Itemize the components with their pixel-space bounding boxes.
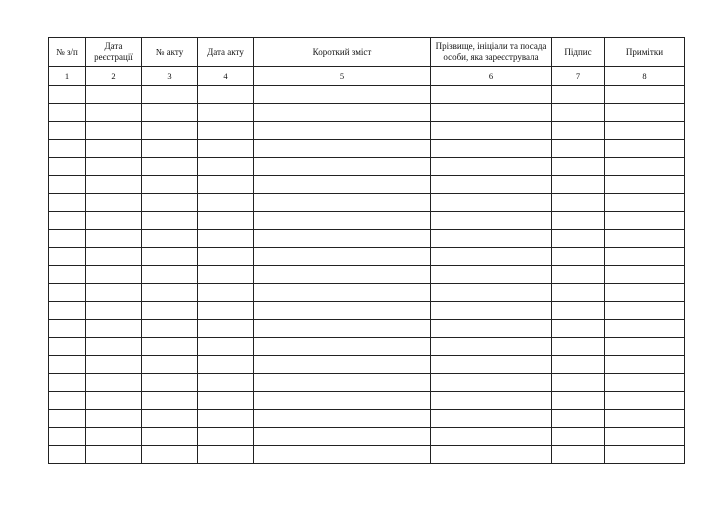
table-cell-notes: [605, 266, 685, 284]
table-cell-summary: [254, 266, 431, 284]
table-cell-act-no: [142, 230, 198, 248]
table-cell-act-no: [142, 176, 198, 194]
table-row: [49, 284, 685, 302]
table-cell-notes: [605, 194, 685, 212]
table-cell-act-no: [142, 302, 198, 320]
table-cell-summary: [254, 428, 431, 446]
table-cell-signature: [552, 122, 605, 140]
table-cell-summary: [254, 320, 431, 338]
table-cell-summary: [254, 338, 431, 356]
table-cell-signature: [552, 356, 605, 374]
header-cell-summary: Короткий зміст: [254, 38, 431, 67]
table-cell-act-date: [198, 86, 254, 104]
table-cell-registrar: [431, 446, 552, 464]
table-cell-summary: [254, 302, 431, 320]
table-cell-no: [49, 248, 86, 266]
table-row: [49, 230, 685, 248]
table-cell-act-date: [198, 374, 254, 392]
table-cell-act-date: [198, 212, 254, 230]
table-cell-signature: [552, 140, 605, 158]
table-row: [49, 266, 685, 284]
table-cell-act-no: [142, 212, 198, 230]
table-cell-notes: [605, 248, 685, 266]
table-cell-reg-date: [86, 248, 142, 266]
header-cell-no: № з/п: [49, 38, 86, 67]
table-row: [49, 86, 685, 104]
table-cell-notes: [605, 104, 685, 122]
table-cell-registrar: [431, 338, 552, 356]
table-cell-signature: [552, 446, 605, 464]
table-cell-no: [49, 122, 86, 140]
table-cell-notes: [605, 428, 685, 446]
table-cell-registrar: [431, 248, 552, 266]
table-cell-act-date: [198, 194, 254, 212]
table-cell-summary: [254, 212, 431, 230]
table-cell-act-date: [198, 122, 254, 140]
act-register-table: [48, 37, 685, 464]
table-cell-act-no: [142, 410, 198, 428]
table-row: [49, 320, 685, 338]
table-cell-signature: [552, 176, 605, 194]
table-cell-notes: [605, 320, 685, 338]
table-cell-registrar: [431, 266, 552, 284]
table-cell-no: [49, 104, 86, 122]
table-cell-registrar: [431, 104, 552, 122]
table-cell-reg-date: [86, 392, 142, 410]
register-sheet: [48, 37, 684, 464]
table-cell-no: [49, 392, 86, 410]
table-cell-act-date: [198, 338, 254, 356]
table-cell-act-no: [142, 284, 198, 302]
table-cell-summary: [254, 194, 431, 212]
table-cell-registrar: [431, 212, 552, 230]
table-cell-registrar: [431, 320, 552, 338]
table-cell-summary: [254, 104, 431, 122]
table-row: [49, 374, 685, 392]
table-cell-notes: [605, 446, 685, 464]
table-row: [49, 392, 685, 410]
table-cell-registrar: [431, 410, 552, 428]
table-cell-reg-date: [86, 158, 142, 176]
table-cell-registrar: [431, 140, 552, 158]
table-cell-signature: [552, 266, 605, 284]
header-cell-signature: Підпис: [552, 38, 605, 67]
table-cell-notes: [605, 176, 685, 194]
table-cell-reg-date: [86, 104, 142, 122]
table-row: [49, 428, 685, 446]
table-cell-signature: [552, 284, 605, 302]
table-row: [49, 356, 685, 374]
table-cell-registrar: [431, 230, 552, 248]
table-cell-signature: [552, 158, 605, 176]
table-cell-act-date: [198, 320, 254, 338]
table-cell-signature: [552, 230, 605, 248]
table-cell-registrar: [431, 86, 552, 104]
table-cell-act-date: [198, 230, 254, 248]
header-cell-reg-date: Дата реєстрації: [86, 38, 142, 67]
table-cell-notes: [605, 338, 685, 356]
table-cell-signature: [552, 392, 605, 410]
header-cell-registrar: Прізвище, ініціали та посада особи, яка зареєструвала: [431, 38, 552, 67]
table-cell-reg-date: [86, 86, 142, 104]
table-cell-no: [49, 266, 86, 284]
table-cell-notes: [605, 86, 685, 104]
table-cell-act-no: [142, 266, 198, 284]
column-number: 8: [605, 67, 685, 86]
table-cell-registrar: [431, 356, 552, 374]
table-cell-signature: [552, 374, 605, 392]
table-cell-notes: [605, 284, 685, 302]
table-cell-notes: [605, 302, 685, 320]
table-cell-act-date: [198, 140, 254, 158]
table-cell-no: [49, 230, 86, 248]
table-cell-act-no: [142, 140, 198, 158]
header-cell-notes: Примітки: [605, 38, 685, 67]
table-cell-reg-date: [86, 230, 142, 248]
table-cell-no: [49, 374, 86, 392]
table-cell-no: [49, 356, 86, 374]
table-cell-reg-date: [86, 338, 142, 356]
table-cell-act-no: [142, 104, 198, 122]
column-number: 6: [431, 67, 552, 86]
table-cell-no: [49, 194, 86, 212]
table-cell-act-no: [142, 320, 198, 338]
table-cell-notes: [605, 356, 685, 374]
table-cell-reg-date: [86, 320, 142, 338]
table-cell-registrar: [431, 284, 552, 302]
table-cell-notes: [605, 392, 685, 410]
table-cell-reg-date: [86, 374, 142, 392]
column-number: 5: [254, 67, 431, 86]
table-cell-summary: [254, 140, 431, 158]
table-cell-reg-date: [86, 410, 142, 428]
table-row: [49, 158, 685, 176]
table-cell-no: [49, 158, 86, 176]
table-cell-notes: [605, 212, 685, 230]
table-cell-summary: [254, 392, 431, 410]
table-cell-act-no: [142, 122, 198, 140]
column-number-row: [49, 67, 685, 86]
table-cell-reg-date: [86, 302, 142, 320]
table-row: [49, 140, 685, 158]
table-cell-summary: [254, 86, 431, 104]
table-cell-no: [49, 176, 86, 194]
column-number: 7: [552, 67, 605, 86]
table-cell-no: [49, 338, 86, 356]
table-cell-registrar: [431, 302, 552, 320]
table-cell-registrar: [431, 374, 552, 392]
table-cell-no: [49, 284, 86, 302]
table-cell-reg-date: [86, 176, 142, 194]
header-row: [49, 38, 685, 67]
table-cell-act-no: [142, 446, 198, 464]
table-cell-act-no: [142, 248, 198, 266]
table-cell-act-no: [142, 158, 198, 176]
table-cell-act-no: [142, 392, 198, 410]
table-cell-act-no: [142, 86, 198, 104]
table-cell-notes: [605, 230, 685, 248]
table-cell-reg-date: [86, 446, 142, 464]
table-cell-act-date: [198, 284, 254, 302]
table-cell-summary: [254, 176, 431, 194]
table-cell-summary: [254, 230, 431, 248]
table-cell-summary: [254, 356, 431, 374]
table-cell-reg-date: [86, 122, 142, 140]
table-row: [49, 248, 685, 266]
table-cell-summary: [254, 446, 431, 464]
table-row: [49, 338, 685, 356]
table-cell-notes: [605, 122, 685, 140]
table-cell-no: [49, 410, 86, 428]
table-row: [49, 194, 685, 212]
table-cell-signature: [552, 338, 605, 356]
table-cell-signature: [552, 248, 605, 266]
table-cell-no: [49, 428, 86, 446]
table-cell-act-date: [198, 176, 254, 194]
table-cell-notes: [605, 158, 685, 176]
table-cell-registrar: [431, 428, 552, 446]
table-cell-signature: [552, 86, 605, 104]
table-cell-no: [49, 140, 86, 158]
table-cell-registrar: [431, 122, 552, 140]
table-cell-no: [49, 86, 86, 104]
table-cell-no: [49, 446, 86, 464]
table-cell-signature: [552, 410, 605, 428]
table-cell-reg-date: [86, 212, 142, 230]
table-cell-act-no: [142, 374, 198, 392]
table-cell-notes: [605, 410, 685, 428]
table-cell-act-no: [142, 338, 198, 356]
table-cell-summary: [254, 410, 431, 428]
table-cell-no: [49, 302, 86, 320]
header-cell-act-date: Дата акту: [198, 38, 254, 67]
table-cell-reg-date: [86, 356, 142, 374]
table-cell-act-date: [198, 248, 254, 266]
table-cell-act-date: [198, 410, 254, 428]
table-row: [49, 176, 685, 194]
register-body: [49, 86, 685, 464]
table-cell-signature: [552, 302, 605, 320]
table-cell-no: [49, 212, 86, 230]
table-cell-reg-date: [86, 266, 142, 284]
column-number: 4: [198, 67, 254, 86]
table-row: [49, 302, 685, 320]
table-row: [49, 104, 685, 122]
column-number: 2: [86, 67, 142, 86]
table-cell-act-no: [142, 428, 198, 446]
table-cell-notes: [605, 374, 685, 392]
table-row: [49, 410, 685, 428]
table-cell-act-date: [198, 428, 254, 446]
table-cell-reg-date: [86, 194, 142, 212]
table-cell-signature: [552, 194, 605, 212]
table-cell-act-date: [198, 446, 254, 464]
table-cell-registrar: [431, 392, 552, 410]
column-number: 1: [49, 67, 86, 86]
table-cell-act-no: [142, 194, 198, 212]
table-cell-act-date: [198, 104, 254, 122]
table-row: [49, 212, 685, 230]
table-cell-signature: [552, 320, 605, 338]
table-cell-notes: [605, 140, 685, 158]
table-row: [49, 446, 685, 464]
table-cell-summary: [254, 374, 431, 392]
table-cell-registrar: [431, 194, 552, 212]
table-cell-reg-date: [86, 140, 142, 158]
table-cell-reg-date: [86, 428, 142, 446]
table-cell-act-date: [198, 302, 254, 320]
table-cell-summary: [254, 284, 431, 302]
table-cell-act-no: [142, 356, 198, 374]
table-cell-signature: [552, 104, 605, 122]
table-cell-reg-date: [86, 284, 142, 302]
column-number: 3: [142, 67, 198, 86]
table-cell-act-date: [198, 392, 254, 410]
table-cell-no: [49, 320, 86, 338]
header-cell-act-no: № акту: [142, 38, 198, 67]
table-row: [49, 122, 685, 140]
table-cell-summary: [254, 122, 431, 140]
table-cell-act-date: [198, 266, 254, 284]
table-cell-act-date: [198, 356, 254, 374]
table-cell-registrar: [431, 158, 552, 176]
table-cell-registrar: [431, 176, 552, 194]
table-cell-signature: [552, 212, 605, 230]
table-cell-summary: [254, 248, 431, 266]
table-cell-signature: [552, 428, 605, 446]
table-cell-act-date: [198, 158, 254, 176]
table-cell-summary: [254, 158, 431, 176]
